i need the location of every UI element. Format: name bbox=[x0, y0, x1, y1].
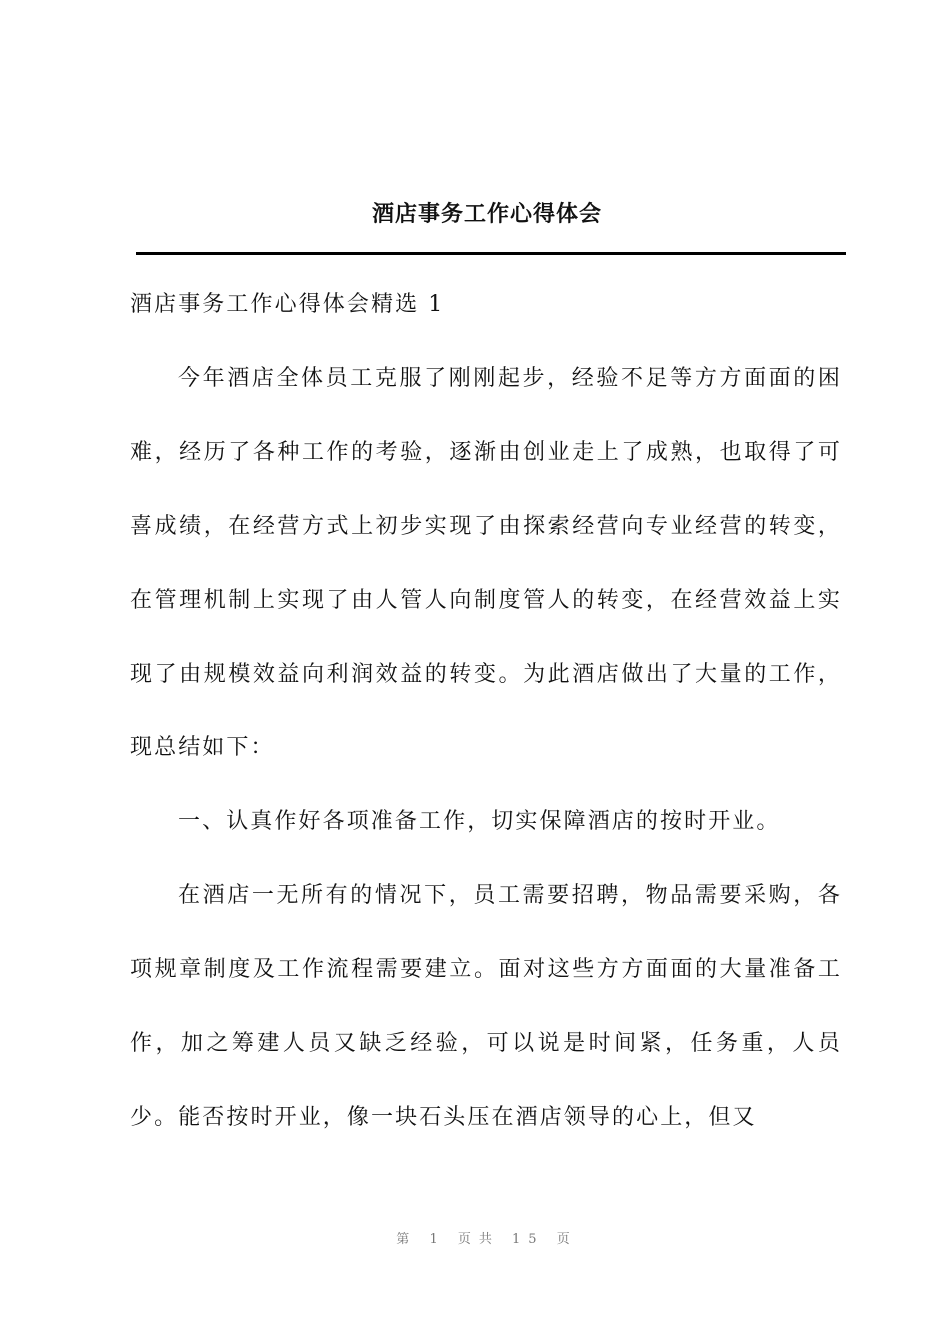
title-underline bbox=[136, 252, 846, 255]
footer-suffix: 页 bbox=[556, 1232, 578, 1247]
paragraph-1: 今年酒店全体员工克服了刚刚起步，经验不足等方方面面的困难，经历了各种工作的考验，逐渐由创业走上了成熟，也取得了可喜成绩，在经营方式上初步实现了由探索经营向专业经营的转变，在管理机制上实现了由人管人向制度管人的转变，在经营效益上实现了由规模效益向利润效益的转变。为此酒店做出了大量的工作，现总结如下： bbox=[130, 365, 842, 761]
document-body bbox=[130, 268, 842, 1155]
footer-mid: 页共 bbox=[457, 1232, 500, 1247]
footer-total-pages: 15 bbox=[512, 1232, 545, 1247]
footer-prefix: 第 bbox=[396, 1232, 418, 1247]
document-title: 酒店事务工作心得体会 bbox=[371, 201, 602, 227]
footer-current-page: 1 bbox=[429, 1232, 446, 1247]
section-heading: 酒店事务工作心得体会精选 1 bbox=[130, 292, 445, 317]
paragraph-3: 在酒店一无所有的情况下，员工需要招聘，物品需要采购，各项规章制度及工作流程需要建立。面对这些方方面面的大量准备工作，加之筹建人员又缺乏经验，可以说是时间紧，任务重，人员少。能否按时开业，像一块石头压在酒店领导的心上，但又 bbox=[130, 883, 842, 1130]
page-footer bbox=[0, 1228, 950, 1252]
paragraph-2: 一、认真作好各项准备工作，切实保障酒店的按时开业。 bbox=[178, 809, 781, 835]
